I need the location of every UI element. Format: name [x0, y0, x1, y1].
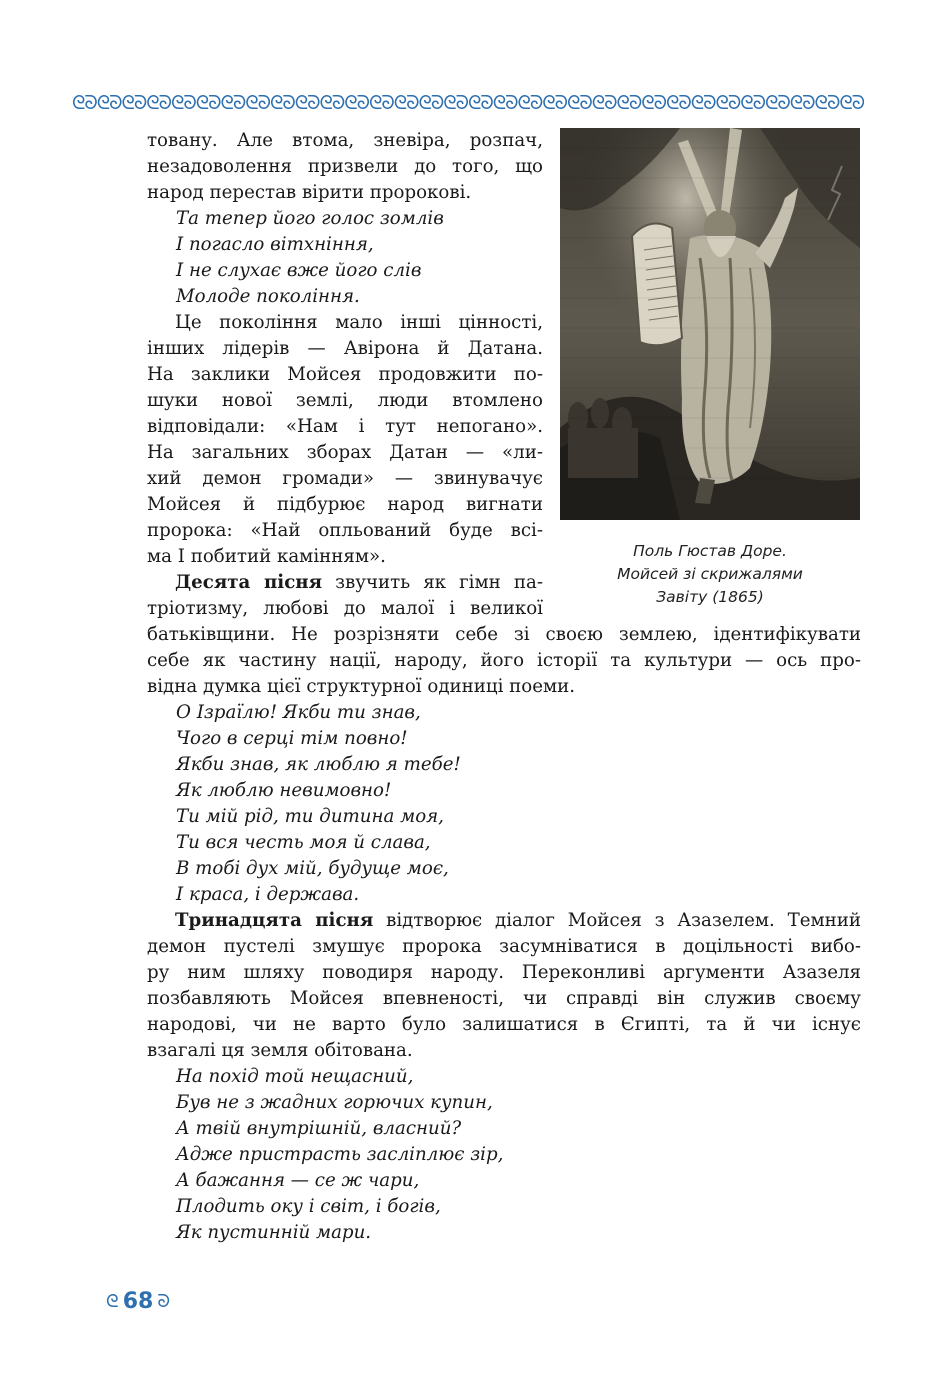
- verse-line: О Ізраїлю! Якби ти знав,: [176, 702, 421, 723]
- footer-ornament-right-icon: ᘐ: [157, 1290, 170, 1312]
- song-title: Тринадцята пісня: [175, 910, 374, 931]
- verse-line: Якби знав, як люблю я тебе!: [176, 754, 461, 775]
- text-line: себе як частину нації, народу, його історії та культури — ось про-: [147, 650, 861, 671]
- page-number: 68: [122, 1288, 154, 1314]
- text-line: ру ним шляху поводиря народу. Переконливі аргументи Азазеля: [147, 962, 861, 983]
- verse-line: Ти вся честь моя й слава,: [176, 832, 431, 853]
- verse-line: Та тепер його голос зомлів: [176, 208, 444, 229]
- caption-line: Мойсей зі скрижалями: [617, 565, 803, 583]
- text-line: народові, чи не варто було залишатися в Єгипті, та й чи існує: [147, 1014, 861, 1035]
- text-line: незадоволення призвели до того, що: [147, 156, 543, 177]
- footer-ornament-left-icon: ᘓ: [106, 1290, 119, 1312]
- text-line: тріотизму, любові до малої і великої: [147, 598, 543, 619]
- text-line: позбавляють Мойсея впевненості, чи справді він служив своєму: [147, 988, 861, 1009]
- text-line: Тринадцята пісня відтворює діалог Мойсея з Азазелем. Темний: [175, 910, 862, 931]
- verse-line: Адже пристрасть засліплює зір,: [176, 1144, 504, 1165]
- song-title: Десята пісня: [175, 572, 323, 593]
- text-line: батьківщини. Не розрізняти себе зі своєю землею, ідентифікувати: [147, 624, 861, 645]
- text-line: відна думка цієї структурної одиниці поеми.: [147, 676, 576, 697]
- verse-line: Був не з жадних горючих купин,: [176, 1092, 493, 1113]
- text-line: товану. Але втома, зневіра, розпач,: [147, 130, 543, 151]
- text-line: відповідали: «Нам і тут непогано».: [147, 416, 543, 437]
- caption-line: Поль Гюстав Доре.: [633, 542, 787, 560]
- verse-line: Як пустинній мари.: [176, 1222, 372, 1243]
- header-ornament: ᘓᘐᘓᘐᘓᘐᘓᘐᘓᘐᘓᘐᘓᘐᘓᘐᘓᘐᘓᘐᘓᘐᘓᘐᘓᘐᘓᘐᘓᘐᘓᘐᘓᘐᘓᘐᘓᘐᘓᘐᘓᘐᘓᘐᘓᘐᘓᘐᘓᘐᘓᘐᘓᘐᘓᘐᘓᘐᘓᘐᘓᘐᘓᘐ: [72, 92, 864, 114]
- verse-line: Плодить оку і світ, і богів,: [176, 1196, 441, 1217]
- caption-line: Завіту (1865): [656, 588, 764, 606]
- verse-line: Чого в серці тім повно!: [176, 728, 408, 749]
- page-footer: [106, 1288, 170, 1314]
- verse-line: І погасло вітхніння,: [176, 234, 374, 255]
- text-line: Мойсея й підбурює народ вигнати: [147, 494, 543, 515]
- text-line: На загальних зборах Датан — «ли-: [147, 442, 543, 463]
- text-line: На заклики Мойсея продовжити по-: [147, 364, 543, 385]
- text-line: народ перестав вірити пророкові.: [147, 182, 472, 203]
- figure-caption: [560, 540, 860, 609]
- verse-line: А твій внутрішній, власний?: [176, 1118, 462, 1139]
- verse-line: В тобі дух мій, будуще моє,: [176, 858, 449, 879]
- text-line: інших лідерів — Авірона й Датана.: [147, 338, 543, 359]
- verse-line: А бажання — се ж чари,: [176, 1170, 420, 1191]
- verse-line: І не слухає вже його слів: [176, 260, 422, 281]
- text-line: Це покоління мало інші цінності,: [175, 312, 543, 333]
- text-line: Десята пісня звучить як гімн па-: [175, 572, 543, 593]
- moses-engraving-image: [560, 128, 860, 520]
- verse-line: І краса, і держава.: [176, 884, 360, 905]
- text-line: демон пустелі змушує пророка засумніватися в доцільності вибо-: [147, 936, 861, 957]
- verse-line: Як люблю невимовно!: [176, 780, 392, 801]
- text-line: шуки нової землі, люди втомлено: [147, 390, 543, 411]
- text-line: хий демон громади» — звинувачує: [147, 468, 543, 489]
- verse-line: Молоде покоління.: [176, 286, 360, 307]
- text-line: пророка: «Най опльований буде всі-: [147, 520, 543, 541]
- verse-line: Ти мій рід, ти дитина моя,: [176, 806, 444, 827]
- text-line: взагалі ця земля обітована.: [147, 1040, 413, 1061]
- text-line: ма І побитий камінням».: [147, 546, 386, 567]
- verse-line: На похід той нещасний,: [176, 1066, 414, 1087]
